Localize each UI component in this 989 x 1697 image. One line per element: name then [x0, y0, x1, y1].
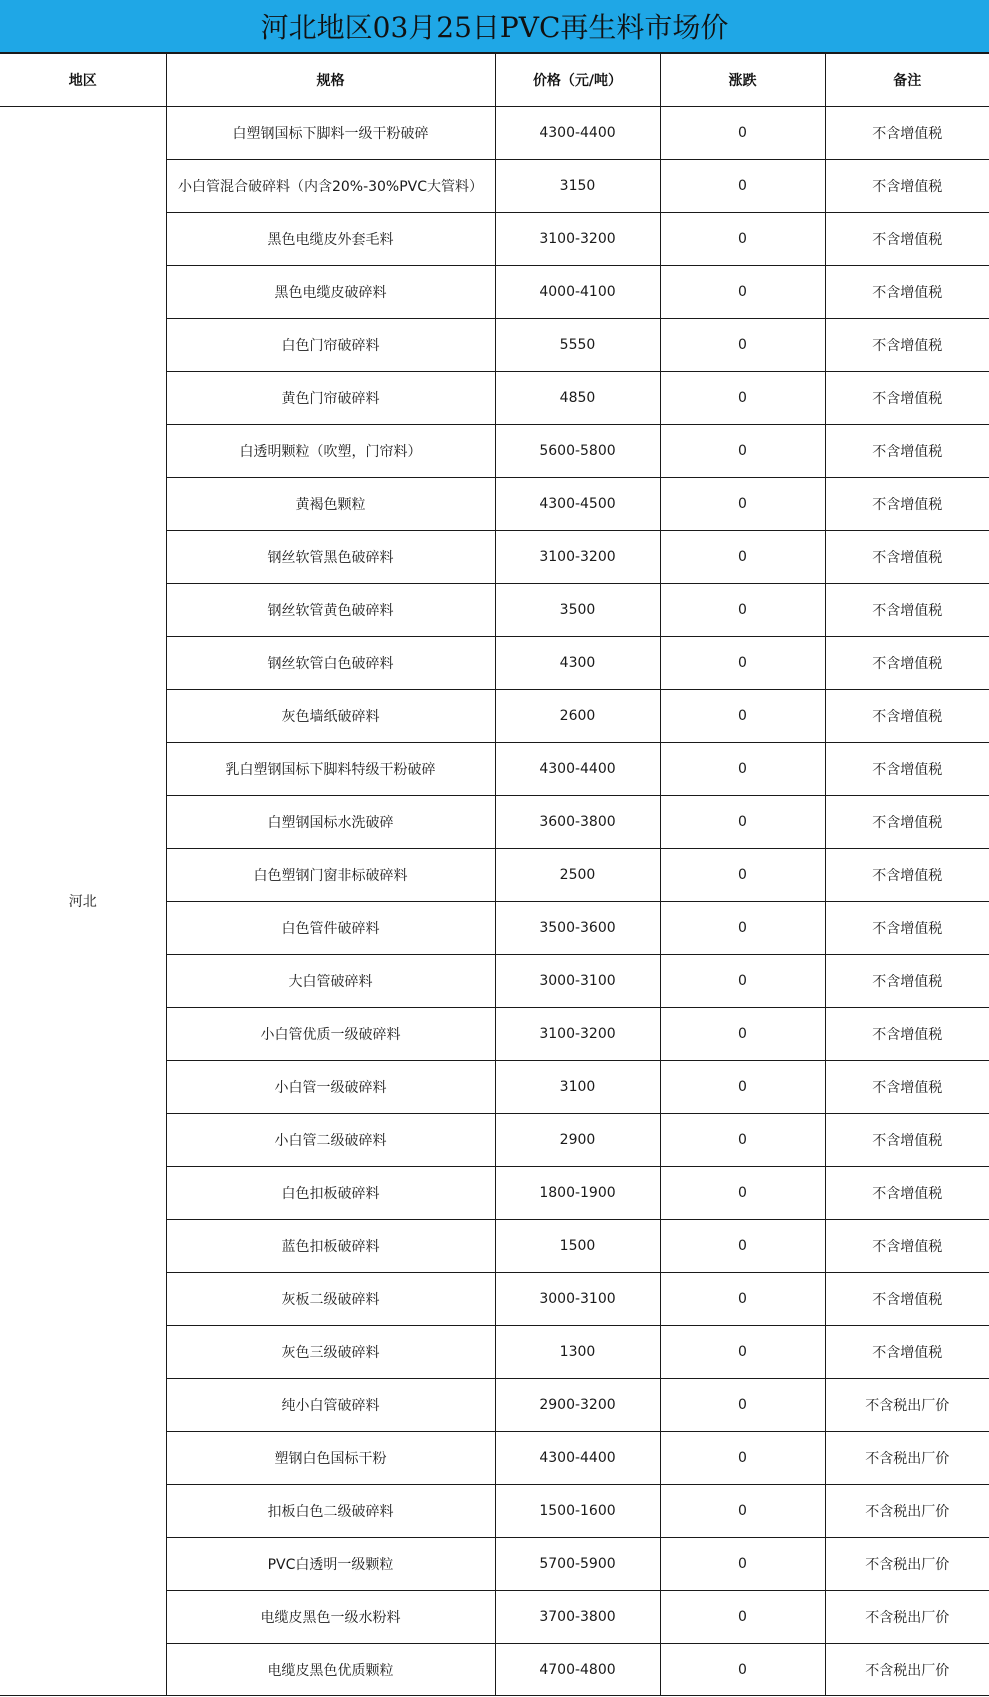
- price-table: [0, 53, 989, 1696]
- price-cell: 1800-1900: [495, 1167, 660, 1220]
- note-cell: 不含增值税: [825, 1061, 989, 1114]
- change-cell: 0: [660, 266, 825, 319]
- change-cell: 0: [660, 1379, 825, 1432]
- change-cell: 0: [660, 1008, 825, 1061]
- note-cell: 不含增值税: [825, 1114, 989, 1167]
- note-cell: 不含税出厂价: [825, 1644, 989, 1696]
- header-note: 备注: [825, 54, 989, 107]
- spec-cell: 灰板二级破碎料: [166, 1273, 495, 1326]
- spec-cell: 白色门帘破碎料: [166, 319, 495, 372]
- price-cell: 1300: [495, 1326, 660, 1379]
- change-cell: 0: [660, 160, 825, 213]
- note-cell: 不含税出厂价: [825, 1379, 989, 1432]
- spec-cell: 纯小白管破碎料: [166, 1379, 495, 1432]
- price-cell: 3100-3200: [495, 531, 660, 584]
- note-cell: 不含增值税: [825, 266, 989, 319]
- change-cell: 0: [660, 690, 825, 743]
- note-cell: 不含增值税: [825, 690, 989, 743]
- note-cell: 不含增值税: [825, 849, 989, 902]
- table-body: [0, 107, 989, 1696]
- price-cell: 4000-4100: [495, 266, 660, 319]
- price-cell: 3000-3100: [495, 1273, 660, 1326]
- change-cell: 0: [660, 478, 825, 531]
- spec-cell: 电缆皮黑色一级水粉料: [166, 1591, 495, 1644]
- change-cell: 0: [660, 1485, 825, 1538]
- region-cell: 河北: [0, 107, 166, 1696]
- price-cell: 4850: [495, 372, 660, 425]
- note-cell: 不含增值税: [825, 1326, 989, 1379]
- change-cell: 0: [660, 796, 825, 849]
- header-spec: 规格: [166, 54, 495, 107]
- spec-cell: 小白管优质一级破碎料: [166, 1008, 495, 1061]
- note-cell: 不含增值税: [825, 1167, 989, 1220]
- change-cell: 0: [660, 1538, 825, 1591]
- note-cell: 不含增值税: [825, 743, 989, 796]
- change-cell: 0: [660, 902, 825, 955]
- price-cell: 3500: [495, 584, 660, 637]
- change-cell: 0: [660, 1326, 825, 1379]
- spec-cell: 小白管二级破碎料: [166, 1114, 495, 1167]
- note-cell: 不含增值税: [825, 319, 989, 372]
- note-cell: 不含增值税: [825, 584, 989, 637]
- change-cell: 0: [660, 849, 825, 902]
- spec-cell: PVC白透明一级颗粒: [166, 1538, 495, 1591]
- spec-cell: 钢丝软管黑色破碎料: [166, 531, 495, 584]
- header-change: 涨跌: [660, 54, 825, 107]
- price-cell: 1500-1600: [495, 1485, 660, 1538]
- spec-cell: 白色塑钢门窗非标破碎料: [166, 849, 495, 902]
- note-cell: 不含增值税: [825, 160, 989, 213]
- note-cell: 不含税出厂价: [825, 1432, 989, 1485]
- spec-cell: 小白管混合破碎料（内含20%-30%PVC大管料）: [166, 160, 495, 213]
- change-cell: 0: [660, 1114, 825, 1167]
- spec-cell: 钢丝软管黄色破碎料: [166, 584, 495, 637]
- price-cell: 5600-5800: [495, 425, 660, 478]
- header-region: 地区: [0, 54, 166, 107]
- note-cell: 不含增值税: [825, 425, 989, 478]
- note-cell: 不含增值税: [825, 213, 989, 266]
- spec-cell: 白透明颗粒（吹塑，门帘料）: [166, 425, 495, 478]
- change-cell: 0: [660, 213, 825, 266]
- spec-cell: 扣板白色二级破碎料: [166, 1485, 495, 1538]
- spec-cell: 电缆皮黑色优质颗粒: [166, 1644, 495, 1696]
- price-cell: 4300-4400: [495, 743, 660, 796]
- price-cell: 3600-3800: [495, 796, 660, 849]
- change-cell: 0: [660, 425, 825, 478]
- spec-cell: 黑色电缆皮外套毛料: [166, 213, 495, 266]
- price-cell: 4300-4500: [495, 478, 660, 531]
- spec-cell: 白塑钢国标下脚料一级干粉破碎: [166, 107, 495, 160]
- price-cell: 1500: [495, 1220, 660, 1273]
- note-cell: 不含增值税: [825, 1220, 989, 1273]
- price-cell: 4300-4400: [495, 1432, 660, 1485]
- note-cell: 不含增值税: [825, 107, 989, 160]
- note-cell: 不含增值税: [825, 955, 989, 1008]
- price-cell: 5550: [495, 319, 660, 372]
- price-cell: 4300-4400: [495, 107, 660, 160]
- spec-cell: 黄色门帘破碎料: [166, 372, 495, 425]
- spec-cell: 钢丝软管白色破碎料: [166, 637, 495, 690]
- change-cell: 0: [660, 531, 825, 584]
- note-cell: 不含增值税: [825, 637, 989, 690]
- spec-cell: 灰色墙纸破碎料: [166, 690, 495, 743]
- change-cell: 0: [660, 637, 825, 690]
- note-cell: 不含增值税: [825, 796, 989, 849]
- change-cell: 0: [660, 955, 825, 1008]
- spec-cell: 黑色电缆皮破碎料: [166, 266, 495, 319]
- price-cell: 3100-3200: [495, 213, 660, 266]
- note-cell: 不含增值税: [825, 531, 989, 584]
- price-cell: 2600: [495, 690, 660, 743]
- change-cell: 0: [660, 107, 825, 160]
- spec-cell: 蓝色扣板破碎料: [166, 1220, 495, 1273]
- header-price: 价格（元/吨）: [495, 54, 660, 107]
- price-cell: 3100: [495, 1061, 660, 1114]
- spec-cell: 小白管一级破碎料: [166, 1061, 495, 1114]
- price-cell: 3100-3200: [495, 1008, 660, 1061]
- price-cell: 3150: [495, 160, 660, 213]
- header-row: [0, 54, 989, 107]
- spec-cell: 乳白塑钢国标下脚料特级干粉破碎: [166, 743, 495, 796]
- price-cell: 5700-5900: [495, 1538, 660, 1591]
- title-bar: [0, 0, 989, 53]
- note-cell: 不含增值税: [825, 1273, 989, 1326]
- spec-cell: 白色管件破碎料: [166, 902, 495, 955]
- change-cell: 0: [660, 1591, 825, 1644]
- note-cell: 不含增值税: [825, 478, 989, 531]
- price-cell: 2900-3200: [495, 1379, 660, 1432]
- spec-cell: 白塑钢国标水洗破碎: [166, 796, 495, 849]
- note-cell: 不含增值税: [825, 902, 989, 955]
- price-cell: 4700-4800: [495, 1644, 660, 1696]
- spec-cell: 大白管破碎料: [166, 955, 495, 1008]
- change-cell: 0: [660, 1273, 825, 1326]
- spec-cell: 黄褐色颗粒: [166, 478, 495, 531]
- note-cell: 不含税出厂价: [825, 1538, 989, 1591]
- price-cell: 3700-3800: [495, 1591, 660, 1644]
- spec-cell: 塑钢白色国标干粉: [166, 1432, 495, 1485]
- price-cell: 2900: [495, 1114, 660, 1167]
- change-cell: 0: [660, 1644, 825, 1696]
- spec-cell: 白色扣板破碎料: [166, 1167, 495, 1220]
- change-cell: 0: [660, 584, 825, 637]
- page-title: 河北地区03月25日PVC再生料市场价: [260, 11, 729, 44]
- change-cell: 0: [660, 743, 825, 796]
- price-cell: 3500-3600: [495, 902, 660, 955]
- note-cell: 不含增值税: [825, 1008, 989, 1061]
- note-cell: 不含增值税: [825, 372, 989, 425]
- change-cell: 0: [660, 1061, 825, 1114]
- change-cell: 0: [660, 372, 825, 425]
- price-cell: 2500: [495, 849, 660, 902]
- note-cell: 不含税出厂价: [825, 1485, 989, 1538]
- price-cell: 4300: [495, 637, 660, 690]
- table-row: [0, 107, 989, 160]
- change-cell: 0: [660, 1220, 825, 1273]
- note-cell: 不含税出厂价: [825, 1591, 989, 1644]
- change-cell: 0: [660, 1167, 825, 1220]
- change-cell: 0: [660, 319, 825, 372]
- change-cell: 0: [660, 1432, 825, 1485]
- spec-cell: 灰色三级破碎料: [166, 1326, 495, 1379]
- price-cell: 3000-3100: [495, 955, 660, 1008]
